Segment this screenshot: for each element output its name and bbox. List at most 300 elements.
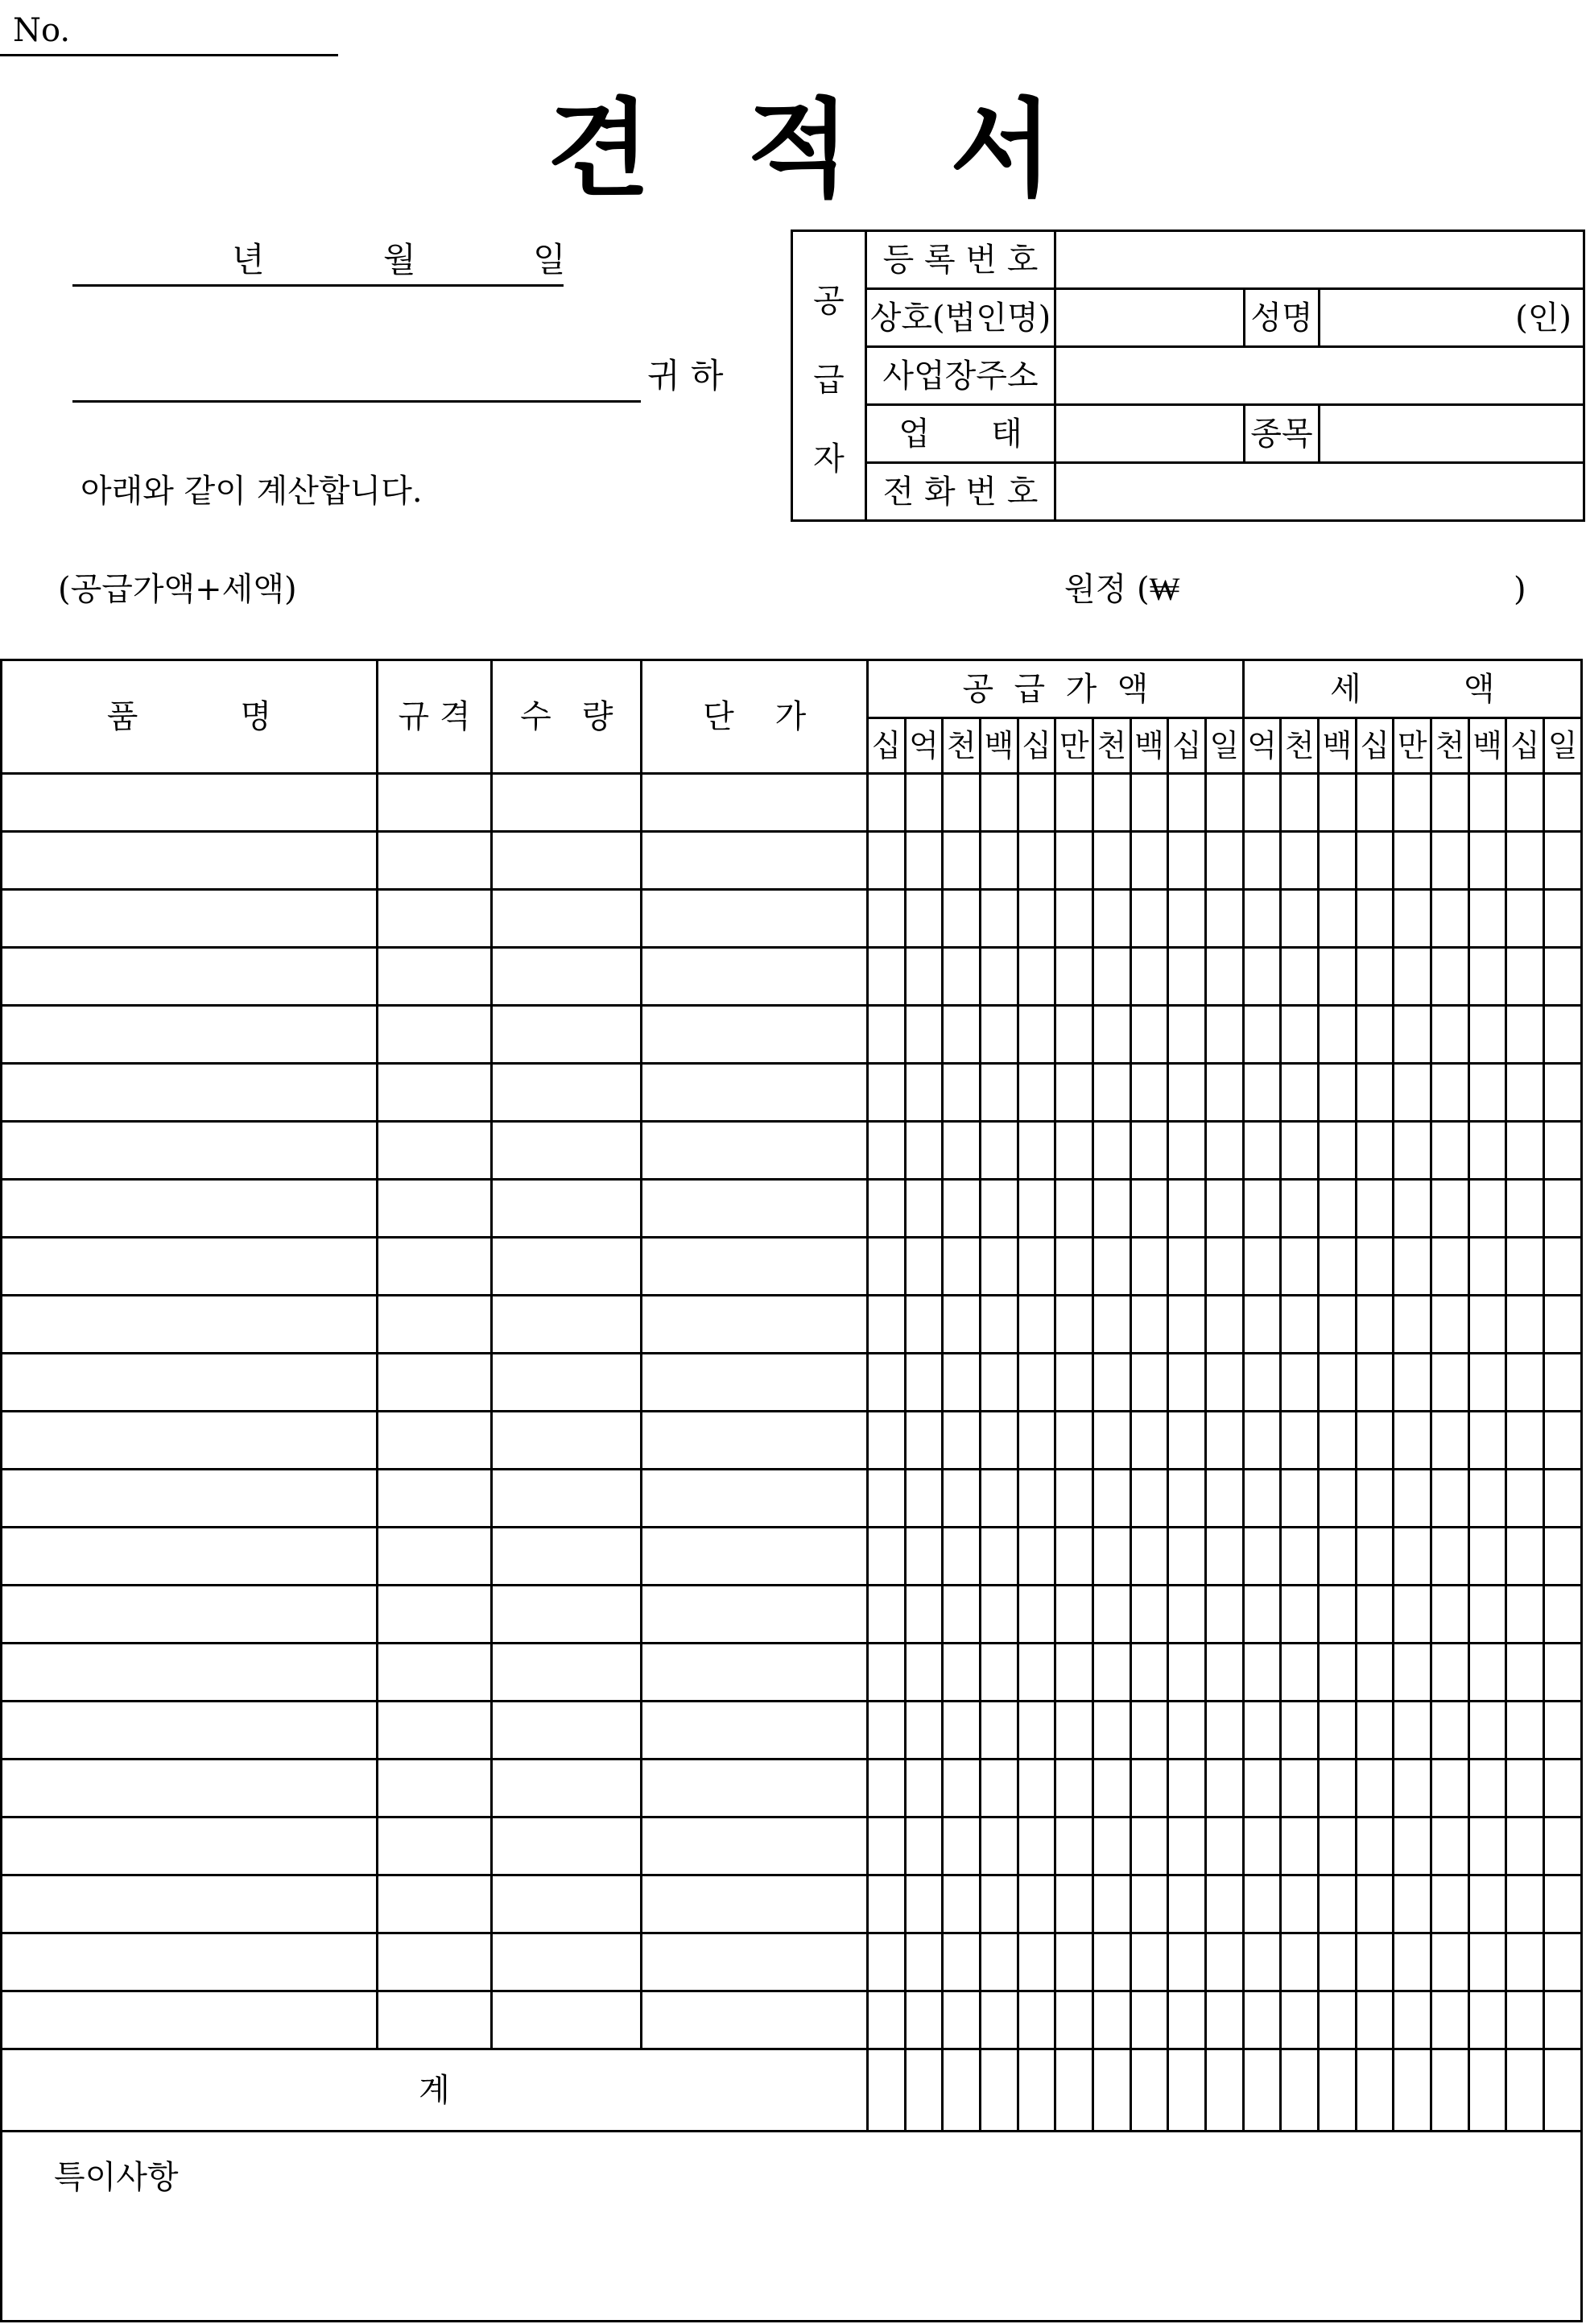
tax-digit-cell[interactable] — [1394, 1644, 1431, 1702]
supply-digit-cell[interactable] — [943, 832, 981, 890]
supply-digit-cell[interactable] — [981, 1064, 1018, 1122]
supply-digit-cell[interactable] — [905, 832, 943, 890]
unit-price-cell[interactable] — [642, 1702, 868, 1760]
tax-digit-cell[interactable] — [1319, 1933, 1357, 1991]
supply-digit-cell[interactable] — [868, 890, 906, 948]
supply-digit-cell[interactable] — [1018, 1644, 1055, 1702]
total-supply-digit-cell[interactable] — [1055, 2049, 1093, 2132]
spec-cell[interactable] — [377, 1064, 491, 1122]
supply-digit-cell[interactable] — [868, 1586, 906, 1644]
tax-digit-cell[interactable] — [1243, 774, 1281, 832]
spec-cell[interactable] — [377, 1296, 491, 1354]
supply-digit-cell[interactable] — [1055, 1064, 1093, 1122]
unit-price-cell[interactable] — [642, 774, 868, 832]
supply-digit-cell[interactable] — [1055, 1180, 1093, 1238]
supply-digit-cell[interactable] — [1018, 1064, 1055, 1122]
supply-digit-cell[interactable] — [1055, 1991, 1093, 2049]
tax-digit-cell[interactable] — [1506, 948, 1544, 1006]
supply-digit-cell[interactable] — [1093, 1528, 1131, 1586]
supply-digit-cell[interactable] — [1130, 1354, 1168, 1412]
unit-price-cell[interactable] — [642, 890, 868, 948]
supply-digit-cell[interactable] — [1093, 948, 1131, 1006]
supply-digit-cell[interactable] — [981, 1760, 1018, 1817]
tax-digit-cell[interactable] — [1319, 1006, 1357, 1064]
total-tax-digit-cell[interactable] — [1356, 2049, 1394, 2132]
tax-digit-cell[interactable] — [1243, 1180, 1281, 1238]
tax-digit-cell[interactable] — [1544, 1064, 1582, 1122]
tax-digit-cell[interactable] — [1394, 1006, 1431, 1064]
supply-digit-cell[interactable] — [981, 1528, 1018, 1586]
supply-digit-cell[interactable] — [1055, 1006, 1093, 1064]
supply-digit-cell[interactable] — [1055, 1933, 1093, 1991]
unit-price-cell[interactable] — [642, 1875, 868, 1933]
total-supply-digit-cell[interactable] — [1206, 2049, 1244, 2132]
spec-cell[interactable] — [377, 1760, 491, 1817]
tax-digit-cell[interactable] — [1243, 1238, 1281, 1296]
supply-digit-cell[interactable] — [1206, 1528, 1244, 1586]
tax-digit-cell[interactable] — [1431, 832, 1469, 890]
supply-digit-cell[interactable] — [1018, 1006, 1055, 1064]
unit-price-cell[interactable] — [642, 1296, 868, 1354]
supply-digit-cell[interactable] — [1093, 1760, 1131, 1817]
supply-digit-cell[interactable] — [1093, 1354, 1131, 1412]
supply-digit-cell[interactable] — [943, 890, 981, 948]
tax-digit-cell[interactable] — [1281, 890, 1319, 948]
tax-digit-cell[interactable] — [1468, 1702, 1506, 1760]
name-field[interactable] — [1320, 289, 1584, 347]
tax-digit-cell[interactable] — [1431, 1760, 1469, 1817]
tax-digit-cell[interactable] — [1468, 1064, 1506, 1122]
supply-digit-cell[interactable] — [905, 1702, 943, 1760]
tax-digit-cell[interactable] — [1243, 1296, 1281, 1354]
spec-cell[interactable] — [377, 1991, 491, 2049]
tax-digit-cell[interactable] — [1243, 890, 1281, 948]
supply-digit-cell[interactable] — [1130, 1122, 1168, 1180]
supply-digit-cell[interactable] — [1130, 1760, 1168, 1817]
supply-digit-cell[interactable] — [981, 1180, 1018, 1238]
unit-price-cell[interactable] — [642, 1122, 868, 1180]
total-supply-digit-cell[interactable] — [943, 2049, 981, 2132]
total-tax-digit-cell[interactable] — [1394, 2049, 1431, 2132]
unit-price-cell[interactable] — [642, 1586, 868, 1644]
spec-cell[interactable] — [377, 832, 491, 890]
unit-price-cell[interactable] — [642, 1180, 868, 1238]
total-tax-digit-cell[interactable] — [1544, 2049, 1582, 2132]
supply-digit-cell[interactable] — [1130, 1991, 1168, 2049]
supply-digit-cell[interactable] — [1130, 1238, 1168, 1296]
supply-digit-cell[interactable] — [1055, 1238, 1093, 1296]
supply-digit-cell[interactable] — [1055, 1644, 1093, 1702]
supply-digit-cell[interactable] — [943, 948, 981, 1006]
supply-digit-cell[interactable] — [905, 1064, 943, 1122]
tax-digit-cell[interactable] — [1468, 1006, 1506, 1064]
supply-digit-cell[interactable] — [1206, 774, 1244, 832]
tax-digit-cell[interactable] — [1506, 890, 1544, 948]
qty-cell[interactable] — [492, 1760, 642, 1817]
tax-digit-cell[interactable] — [1394, 948, 1431, 1006]
tax-digit-cell[interactable] — [1394, 1760, 1431, 1817]
supply-digit-cell[interactable] — [1168, 948, 1206, 1006]
spec-cell[interactable] — [377, 1644, 491, 1702]
tax-digit-cell[interactable] — [1243, 1006, 1281, 1064]
unit-price-cell[interactable] — [642, 1064, 868, 1122]
item-cell[interactable] — [2, 1528, 378, 1586]
supply-digit-cell[interactable] — [905, 1296, 943, 1354]
tax-digit-cell[interactable] — [1544, 1817, 1582, 1875]
supply-digit-cell[interactable] — [943, 1528, 981, 1586]
supply-digit-cell[interactable] — [981, 1296, 1018, 1354]
supply-digit-cell[interactable] — [943, 1354, 981, 1412]
tax-digit-cell[interactable] — [1431, 1296, 1469, 1354]
qty-cell[interactable] — [492, 1817, 642, 1875]
supply-digit-cell[interactable] — [943, 1296, 981, 1354]
tax-digit-cell[interactable] — [1281, 1296, 1319, 1354]
item-cell[interactable] — [2, 1006, 378, 1064]
supply-digit-cell[interactable] — [981, 1354, 1018, 1412]
supply-digit-cell[interactable] — [905, 1122, 943, 1180]
supply-digit-cell[interactable] — [1206, 890, 1244, 948]
supply-digit-cell[interactable] — [1055, 1354, 1093, 1412]
supply-digit-cell[interactable] — [1168, 1006, 1206, 1064]
tax-digit-cell[interactable] — [1356, 1760, 1394, 1817]
tax-digit-cell[interactable] — [1506, 1180, 1544, 1238]
supply-digit-cell[interactable] — [1018, 1122, 1055, 1180]
tax-digit-cell[interactable] — [1544, 1875, 1582, 1933]
supply-digit-cell[interactable] — [905, 1412, 943, 1470]
tax-digit-cell[interactable] — [1281, 1354, 1319, 1412]
tax-digit-cell[interactable] — [1243, 1644, 1281, 1702]
tax-digit-cell[interactable] — [1468, 832, 1506, 890]
supply-digit-cell[interactable] — [1206, 1817, 1244, 1875]
supply-digit-cell[interactable] — [1093, 1180, 1131, 1238]
supply-digit-cell[interactable] — [1093, 774, 1131, 832]
tax-digit-cell[interactable] — [1506, 1006, 1544, 1064]
tax-digit-cell[interactable] — [1394, 1470, 1431, 1528]
business-type-field[interactable] — [1055, 405, 1245, 463]
supply-digit-cell[interactable] — [1055, 948, 1093, 1006]
supply-digit-cell[interactable] — [1168, 1238, 1206, 1296]
qty-cell[interactable] — [492, 1296, 642, 1354]
total-supply-digit-cell[interactable] — [1168, 2049, 1206, 2132]
tax-digit-cell[interactable] — [1506, 1296, 1544, 1354]
tax-digit-cell[interactable] — [1243, 832, 1281, 890]
supply-digit-cell[interactable] — [1093, 1933, 1131, 1991]
supply-digit-cell[interactable] — [905, 1644, 943, 1702]
supply-digit-cell[interactable] — [1168, 1933, 1206, 1991]
tax-digit-cell[interactable] — [1281, 1702, 1319, 1760]
tax-digit-cell[interactable] — [1319, 1760, 1357, 1817]
tax-digit-cell[interactable] — [1356, 832, 1394, 890]
tax-digit-cell[interactable] — [1243, 1470, 1281, 1528]
tax-digit-cell[interactable] — [1431, 1470, 1469, 1528]
supply-digit-cell[interactable] — [943, 1238, 981, 1296]
supply-digit-cell[interactable] — [981, 890, 1018, 948]
supply-digit-cell[interactable] — [1093, 1470, 1131, 1528]
supply-digit-cell[interactable] — [1206, 1006, 1244, 1064]
qty-cell[interactable] — [492, 1180, 642, 1238]
supply-digit-cell[interactable] — [1130, 1528, 1168, 1586]
supply-digit-cell[interactable] — [1130, 1064, 1168, 1122]
tax-digit-cell[interactable] — [1281, 1180, 1319, 1238]
tax-digit-cell[interactable] — [1431, 1702, 1469, 1760]
unit-price-cell[interactable] — [642, 1354, 868, 1412]
tax-digit-cell[interactable] — [1281, 1760, 1319, 1817]
tax-digit-cell[interactable] — [1544, 1238, 1582, 1296]
supply-digit-cell[interactable] — [868, 948, 906, 1006]
supply-digit-cell[interactable] — [1206, 1122, 1244, 1180]
tax-digit-cell[interactable] — [1319, 1586, 1357, 1644]
supply-digit-cell[interactable] — [1206, 1875, 1244, 1933]
spec-cell[interactable] — [377, 1238, 491, 1296]
item-cell[interactable] — [2, 1296, 378, 1354]
amount-field[interactable] — [1183, 564, 1505, 612]
supply-digit-cell[interactable] — [1168, 774, 1206, 832]
tax-digit-cell[interactable] — [1281, 1412, 1319, 1470]
tax-digit-cell[interactable] — [1356, 1817, 1394, 1875]
tax-digit-cell[interactable] — [1319, 1470, 1357, 1528]
tax-digit-cell[interactable] — [1394, 1991, 1431, 2049]
supply-digit-cell[interactable] — [1018, 1470, 1055, 1528]
supply-digit-cell[interactable] — [981, 1470, 1018, 1528]
tax-digit-cell[interactable] — [1506, 1354, 1544, 1412]
supply-digit-cell[interactable] — [868, 1528, 906, 1586]
supply-digit-cell[interactable] — [1018, 1875, 1055, 1933]
supply-digit-cell[interactable] — [1055, 1817, 1093, 1875]
supply-digit-cell[interactable] — [1206, 1354, 1244, 1412]
supply-digit-cell[interactable] — [1093, 1006, 1131, 1064]
tax-digit-cell[interactable] — [1243, 1933, 1281, 1991]
supply-digit-cell[interactable] — [1018, 1354, 1055, 1412]
tax-digit-cell[interactable] — [1394, 1875, 1431, 1933]
tax-digit-cell[interactable] — [1468, 1817, 1506, 1875]
tax-digit-cell[interactable] — [1394, 1122, 1431, 1180]
supply-digit-cell[interactable] — [1168, 1354, 1206, 1412]
item-cell[interactable] — [2, 1238, 378, 1296]
unit-price-cell[interactable] — [642, 948, 868, 1006]
supply-digit-cell[interactable] — [943, 1875, 981, 1933]
tax-digit-cell[interactable] — [1394, 1412, 1431, 1470]
tax-digit-cell[interactable] — [1468, 1586, 1506, 1644]
tax-digit-cell[interactable] — [1468, 1354, 1506, 1412]
supply-digit-cell[interactable] — [981, 1817, 1018, 1875]
tax-digit-cell[interactable] — [1319, 1296, 1357, 1354]
supply-digit-cell[interactable] — [1168, 1064, 1206, 1122]
supply-digit-cell[interactable] — [1130, 774, 1168, 832]
item-cell[interactable] — [2, 890, 378, 948]
tax-digit-cell[interactable] — [1319, 1817, 1357, 1875]
tax-digit-cell[interactable] — [1394, 832, 1431, 890]
supply-digit-cell[interactable] — [943, 1817, 981, 1875]
qty-cell[interactable] — [492, 1006, 642, 1064]
spec-cell[interactable] — [377, 948, 491, 1006]
supply-digit-cell[interactable] — [1206, 1470, 1244, 1528]
supply-digit-cell[interactable] — [905, 890, 943, 948]
tax-digit-cell[interactable] — [1319, 1354, 1357, 1412]
qty-cell[interactable] — [492, 1354, 642, 1412]
supply-digit-cell[interactable] — [868, 1875, 906, 1933]
unit-price-cell[interactable] — [642, 1470, 868, 1528]
tax-digit-cell[interactable] — [1506, 1875, 1544, 1933]
supply-digit-cell[interactable] — [943, 1180, 981, 1238]
tax-digit-cell[interactable] — [1394, 1238, 1431, 1296]
supply-digit-cell[interactable] — [868, 1238, 906, 1296]
tax-digit-cell[interactable] — [1356, 1238, 1394, 1296]
qty-cell[interactable] — [492, 1933, 642, 1991]
supply-digit-cell[interactable] — [943, 1702, 981, 1760]
tax-digit-cell[interactable] — [1356, 1991, 1394, 2049]
supply-digit-cell[interactable] — [1168, 1122, 1206, 1180]
unit-price-cell[interactable] — [642, 1991, 868, 2049]
tax-digit-cell[interactable] — [1431, 1354, 1469, 1412]
tax-digit-cell[interactable] — [1356, 1064, 1394, 1122]
tax-digit-cell[interactable] — [1281, 948, 1319, 1006]
qty-cell[interactable] — [492, 890, 642, 948]
supply-digit-cell[interactable] — [1018, 774, 1055, 832]
tax-digit-cell[interactable] — [1544, 1644, 1582, 1702]
tax-digit-cell[interactable] — [1281, 1644, 1319, 1702]
supply-digit-cell[interactable] — [1206, 1702, 1244, 1760]
tax-digit-cell[interactable] — [1544, 1933, 1582, 1991]
tax-digit-cell[interactable] — [1468, 1644, 1506, 1702]
supply-digit-cell[interactable] — [868, 1470, 906, 1528]
tax-digit-cell[interactable] — [1468, 1412, 1506, 1470]
tax-digit-cell[interactable] — [1319, 1412, 1357, 1470]
supply-digit-cell[interactable] — [1055, 1875, 1093, 1933]
supply-digit-cell[interactable] — [1018, 1991, 1055, 2049]
tax-digit-cell[interactable] — [1468, 1180, 1506, 1238]
unit-price-cell[interactable] — [642, 1238, 868, 1296]
supply-digit-cell[interactable] — [1130, 1817, 1168, 1875]
tax-digit-cell[interactable] — [1506, 1122, 1544, 1180]
supply-digit-cell[interactable] — [1093, 890, 1131, 948]
unit-price-cell[interactable] — [642, 832, 868, 890]
total-supply-digit-cell[interactable] — [868, 2049, 906, 2132]
spec-cell[interactable] — [377, 1875, 491, 1933]
tax-digit-cell[interactable] — [1356, 1180, 1394, 1238]
tax-digit-cell[interactable] — [1319, 1991, 1357, 2049]
tax-digit-cell[interactable] — [1243, 1354, 1281, 1412]
tax-digit-cell[interactable] — [1394, 1702, 1431, 1760]
tax-digit-cell[interactable] — [1319, 832, 1357, 890]
tax-digit-cell[interactable] — [1544, 1528, 1582, 1586]
supply-digit-cell[interactable] — [943, 1644, 981, 1702]
supply-digit-cell[interactable] — [1018, 1412, 1055, 1470]
item-cell[interactable] — [2, 1180, 378, 1238]
tax-digit-cell[interactable] — [1319, 1064, 1357, 1122]
supply-digit-cell[interactable] — [1206, 1644, 1244, 1702]
supply-digit-cell[interactable] — [868, 1180, 906, 1238]
date-line[interactable] — [72, 284, 564, 287]
supply-digit-cell[interactable] — [1055, 1470, 1093, 1528]
tax-digit-cell[interactable] — [1243, 1702, 1281, 1760]
spec-cell[interactable] — [377, 1702, 491, 1760]
tax-digit-cell[interactable] — [1281, 1006, 1319, 1064]
supply-digit-cell[interactable] — [1130, 1702, 1168, 1760]
qty-cell[interactable] — [492, 1586, 642, 1644]
supply-digit-cell[interactable] — [1018, 1238, 1055, 1296]
supply-digit-cell[interactable] — [943, 1586, 981, 1644]
total-tax-digit-cell[interactable] — [1431, 2049, 1469, 2132]
item-cell[interactable] — [2, 1586, 378, 1644]
total-tax-digit-cell[interactable] — [1243, 2049, 1281, 2132]
supply-digit-cell[interactable] — [868, 1006, 906, 1064]
tax-digit-cell[interactable] — [1281, 1586, 1319, 1644]
supply-digit-cell[interactable] — [981, 1644, 1018, 1702]
supply-digit-cell[interactable] — [905, 1238, 943, 1296]
tax-digit-cell[interactable] — [1319, 948, 1357, 1006]
unit-price-cell[interactable] — [642, 1006, 868, 1064]
recipient-line[interactable] — [72, 400, 641, 403]
tax-digit-cell[interactable] — [1468, 890, 1506, 948]
item-cell[interactable] — [2, 1064, 378, 1122]
unit-price-cell[interactable] — [642, 1644, 868, 1702]
tax-digit-cell[interactable] — [1394, 1933, 1431, 1991]
supply-digit-cell[interactable] — [1130, 1933, 1168, 1991]
tax-digit-cell[interactable] — [1544, 1180, 1582, 1238]
qty-cell[interactable] — [492, 948, 642, 1006]
supply-digit-cell[interactable] — [905, 1528, 943, 1586]
supply-digit-cell[interactable] — [905, 1760, 943, 1817]
spec-cell[interactable] — [377, 1528, 491, 1586]
total-tax-digit-cell[interactable] — [1281, 2049, 1319, 2132]
supply-digit-cell[interactable] — [1093, 1991, 1131, 2049]
supply-digit-cell[interactable] — [1206, 1064, 1244, 1122]
spec-cell[interactable] — [377, 1006, 491, 1064]
supply-digit-cell[interactable] — [1093, 1238, 1131, 1296]
tax-digit-cell[interactable] — [1468, 1122, 1506, 1180]
tax-digit-cell[interactable] — [1356, 948, 1394, 1006]
tax-digit-cell[interactable] — [1544, 1006, 1582, 1064]
tax-digit-cell[interactable] — [1506, 774, 1544, 832]
tax-digit-cell[interactable] — [1281, 1991, 1319, 2049]
supply-digit-cell[interactable] — [868, 774, 906, 832]
item-cell[interactable] — [2, 1354, 378, 1412]
supply-digit-cell[interactable] — [1130, 832, 1168, 890]
tax-digit-cell[interactable] — [1243, 1817, 1281, 1875]
tax-digit-cell[interactable] — [1468, 1875, 1506, 1933]
qty-cell[interactable] — [492, 832, 642, 890]
supply-digit-cell[interactable] — [1093, 1122, 1131, 1180]
tax-digit-cell[interactable] — [1431, 1875, 1469, 1933]
tax-digit-cell[interactable] — [1468, 774, 1506, 832]
tax-digit-cell[interactable] — [1243, 1412, 1281, 1470]
item-cell[interactable] — [2, 1122, 378, 1180]
unit-price-cell[interactable] — [642, 1412, 868, 1470]
supply-digit-cell[interactable] — [905, 1875, 943, 1933]
supply-digit-cell[interactable] — [868, 1991, 906, 2049]
tax-digit-cell[interactable] — [1431, 1412, 1469, 1470]
supply-digit-cell[interactable] — [1168, 1760, 1206, 1817]
tax-digit-cell[interactable] — [1431, 1586, 1469, 1644]
supply-digit-cell[interactable] — [1206, 1296, 1244, 1354]
tax-digit-cell[interactable] — [1506, 1760, 1544, 1817]
tax-digit-cell[interactable] — [1544, 1296, 1582, 1354]
supply-digit-cell[interactable] — [868, 1760, 906, 1817]
tax-digit-cell[interactable] — [1394, 1354, 1431, 1412]
tax-digit-cell[interactable] — [1431, 1644, 1469, 1702]
supply-digit-cell[interactable] — [1018, 1180, 1055, 1238]
total-supply-digit-cell[interactable] — [905, 2049, 943, 2132]
tax-digit-cell[interactable] — [1319, 890, 1357, 948]
supply-digit-cell[interactable] — [1168, 1586, 1206, 1644]
qty-cell[interactable] — [492, 1644, 642, 1702]
tax-digit-cell[interactable] — [1506, 832, 1544, 890]
tax-digit-cell[interactable] — [1468, 1238, 1506, 1296]
supply-digit-cell[interactable] — [981, 774, 1018, 832]
supply-digit-cell[interactable] — [1055, 774, 1093, 832]
spec-cell[interactable] — [377, 1122, 491, 1180]
tax-digit-cell[interactable] — [1506, 1702, 1544, 1760]
